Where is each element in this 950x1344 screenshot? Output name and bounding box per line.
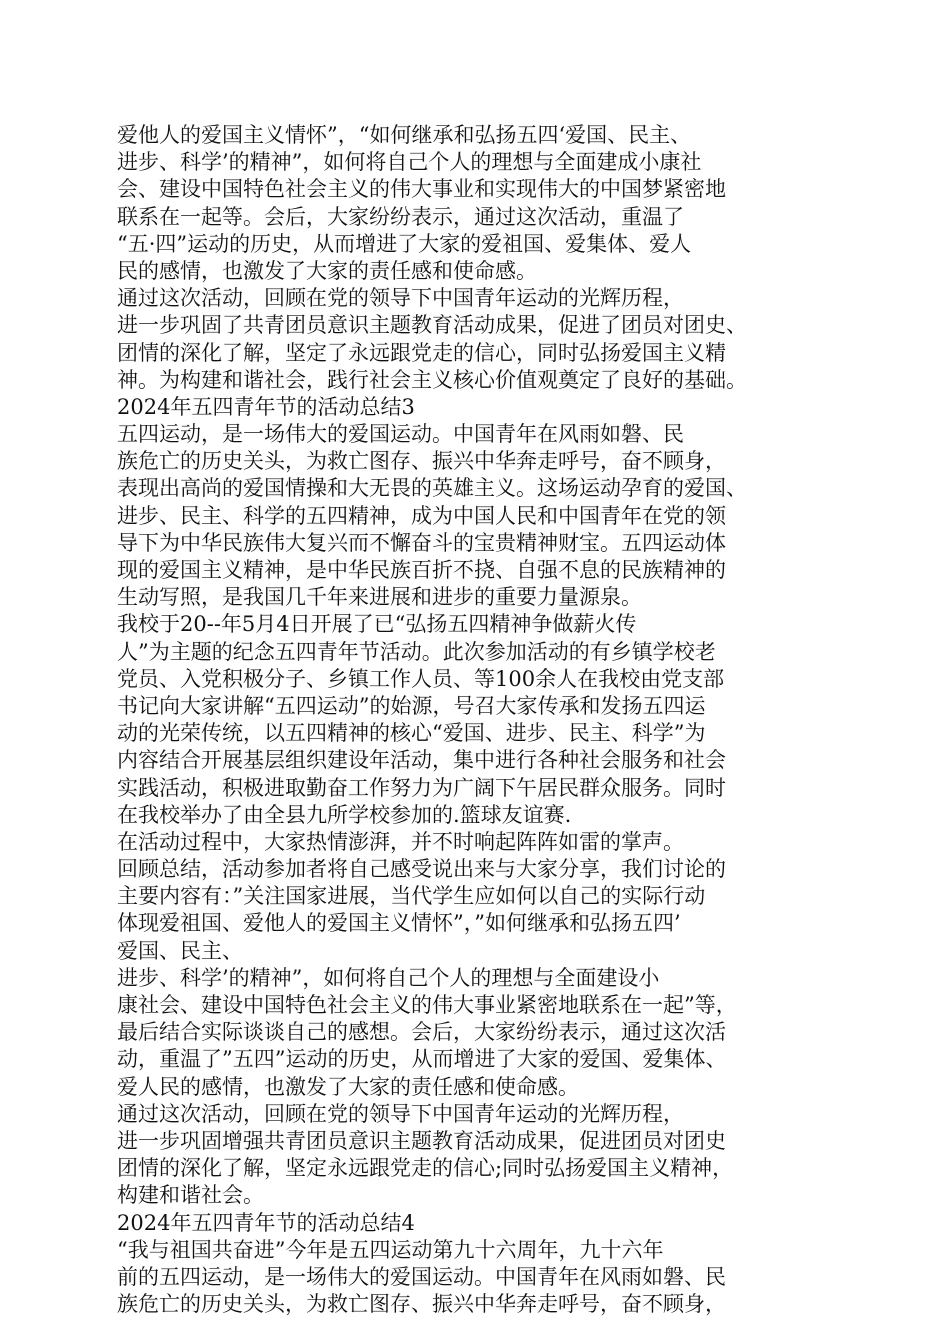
text-line: 联系在一起等。会后，大家纷纷表示，通过这次活动，重温了 <box>117 204 684 229</box>
text-line: 通过这次活动，回顾在党的领导下中国青年运动的光辉历程， <box>117 1101 684 1126</box>
text-line: 族危亡的历史关头，为救亡图存、振兴中华奔走呼号，奋不顾身， <box>117 449 726 474</box>
text-line: 表现出高尚的爱国情操和大无畏的英雄主义。这场运动孕育的爱国、 <box>117 476 747 501</box>
text-line: 党员、入党积极分子、乡镇工作人员、等100余人在我校由党支部 <box>117 666 725 691</box>
document-body <box>117 122 833 1318</box>
text-line: 会、建设中国特色社会主义的伟大事业和实现伟大的中国梦紧密地 <box>117 177 726 202</box>
text-line: 最后结合实际谈谈自己的感想。会后，大家纷纷表示，通过这次活 <box>117 1020 726 1045</box>
text-line: 主要内容有：”关注国家进展，当代学生应如何以自己的实际行动 <box>117 884 706 909</box>
section-heading: 2024年五四青年节的活动总结4 <box>117 1210 415 1235</box>
text-line: 动的光荣传统，以五四精神的核心“爱国、进步、民主、科学”为 <box>117 721 706 746</box>
text-line: 爱国、民主、 <box>117 938 243 963</box>
text-line: 进步、科学’的精神”，如何将自己个人的理想与全面建设小 <box>117 965 660 990</box>
text-line: “我与祖国共奋进”今年是五四运动第九十六周年，九十六年 <box>117 1237 664 1262</box>
text-line: 书记向大家讲解“五四运动”的始源，号召大家传承和发扬五四运 <box>117 693 706 718</box>
text-line: 构建和谐社会。 <box>117 1183 264 1208</box>
text-line: 进一步巩固增强共青团员意识主题教育活动成果，促进团员对团史 <box>117 1128 726 1153</box>
text-line: 族危亡的历史关头，为救亡图存、振兴中华奔走呼号，奋不顾身， <box>117 1292 726 1317</box>
text-line: 康社会、建设中国特色社会主义的伟大事业紧密地联系在一起”等， <box>117 993 737 1017</box>
text-line: 民的感情，也激发了大家的责任感和使命感。 <box>117 258 537 283</box>
text-line: 通过这次活动，回顾在党的领导下中国青年运动的光辉历程， <box>117 286 684 311</box>
text-line: 前的五四运动，是一场伟大的爱国运动。中国青年在风雨如磐、民 <box>117 1264 726 1289</box>
text-line: 人”为主题的纪念五四青年节活动。此次参加活动的有乡镇学校老 <box>117 639 716 664</box>
text-line: “五·四”运动的历史，从而增进了大家的爱祖国、爱集体、爱人 <box>117 231 692 256</box>
text-line: 进步、民主、科学的五四精神，成为中国人民和中国青年在党的领 <box>117 503 726 528</box>
text-line: 现的爱国主义精神，是中华民族百折不挠、自强不息的民族精神的 <box>117 558 726 582</box>
text-line: 实践活动，积极进取勤奋工作努力为广阔下午居民群众服务。同时 <box>117 775 726 800</box>
text-line: 五四运动，是一场伟大的爱国运动。中国青年在风雨如磐、民 <box>117 422 684 447</box>
text-line: 体现爱祖国、爱他人的爱国主义情怀”，”如何继承和弘扬五四’ <box>117 911 681 936</box>
text-line: 进一步巩固了共青团员意识主题教育活动成果，促进了团员对团史、 <box>117 313 747 338</box>
text-line: 团情的深化了解，坚定永远跟党走的信心;同时弘扬爱国主义精神， <box>117 1156 734 1181</box>
text-line: 生动写照，是我国几千年来进展和进步的重要力量源泉。 <box>117 585 642 610</box>
text-line: 进步、科学’的精神”，如何将自己个人的理想与全面建成小康社 <box>117 150 702 175</box>
text-line: 在活动过程中，大家热情澎湃，并不时响起阵阵如雷的掌声。 <box>117 829 684 854</box>
text-line: 神。为构建和谐社会，践行社会主义核心价值观奠定了良好的基础。 <box>117 367 747 392</box>
text-line: 回顾总结，活动参加者将自己感受说出来与大家分享，我们讨论的 <box>117 857 726 882</box>
text-line: 在我校举办了由全县九所学校参加的.篮球友谊赛. <box>117 802 572 827</box>
text-line: 内容结合开展基层组织建设年活动，集中进行各种社会服务和社会 <box>117 748 726 773</box>
text-line: 我校于20--年5月4日开展了已“弘扬五四精神争做薪火传 <box>117 612 637 637</box>
section-heading: 2024年五四青年节的活动总结3 <box>117 394 415 419</box>
text-line: 导下为中华民族伟大复兴而不懈奋斗的宝贵精神财宝。五四运动体 <box>117 530 726 555</box>
text-line: 爱人民的感情，也激发了大家的责任感和使命感。 <box>117 1074 579 1099</box>
text-line: 动，重温了”五四”运动的历史，从而增进了大家的爱国、爱集体、 <box>117 1047 727 1072</box>
text-line: 团情的深化了解，坚定了永远跟党走的信心，同时弘扬爱国主义精 <box>117 340 726 365</box>
text-line: 爱他人的爱国主义情怀”，“如何继承和弘扬五四‘爱国、民主、 <box>117 123 692 147</box>
